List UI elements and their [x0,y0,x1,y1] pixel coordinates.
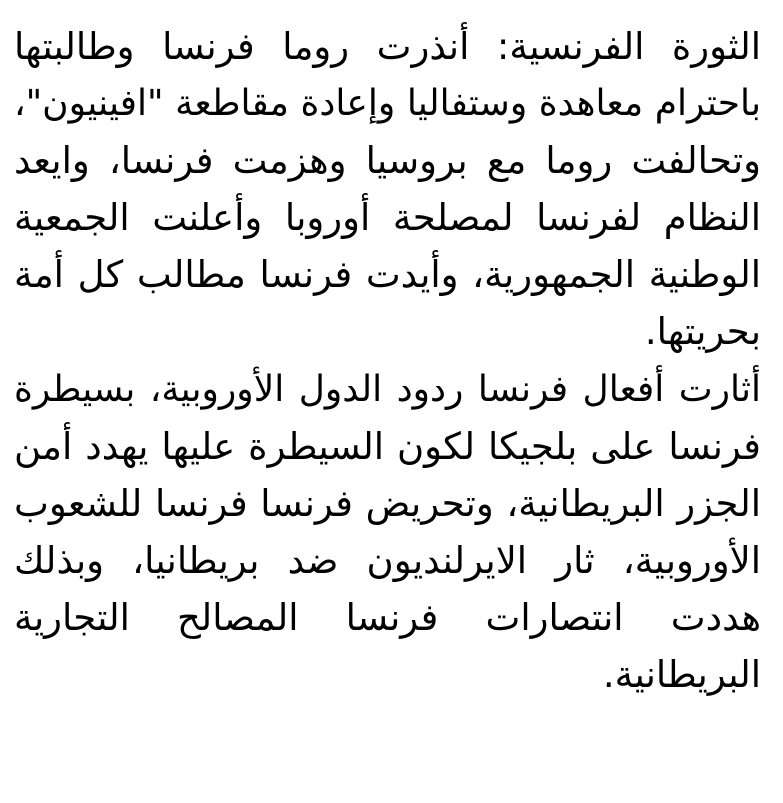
text-line: أثارت أفعال فرنسا ردود الدول الأوروبية، بسيطرة [14,369,761,410]
text-line: باحترام معاهدة وستفاليا وإعادة مقاطعة "افينيون"، [14,83,761,124]
text-line: الثورة الفرنسية: أنذرت روما فرنسا وطالبتها [14,25,761,68]
text-line: البريطانية. [602,653,761,696]
text-line: فرنسا على بلجيكا لكون السيطرة عليها يهدد أمن [14,425,761,468]
text-line: الجزر البريطانية، وتحريض فرنسا فرنسا للشعوب [14,482,761,525]
text-line: بحريتها. [644,310,761,353]
paragraph-french-revolution [14,18,761,360]
text-line: النظام لفرنسا لمصلحة أوروبا وأعلنت الجمعية [14,196,761,239]
text-line: الأوروبية، ثار الايرلنديون ضد بريطانيا، وبذلك [14,539,761,582]
text-line: هددت انتصارات فرنسا المصالح التجارية [14,596,761,639]
text-line: الوطنية الجمهورية، وأيدت فرنسا مطالب كل أمة [14,253,761,296]
paragraph-european-reaction [14,361,761,703]
text-line: وتحالفت روما مع بروسيا وهزمت فرنسا، وايعد [14,139,761,182]
